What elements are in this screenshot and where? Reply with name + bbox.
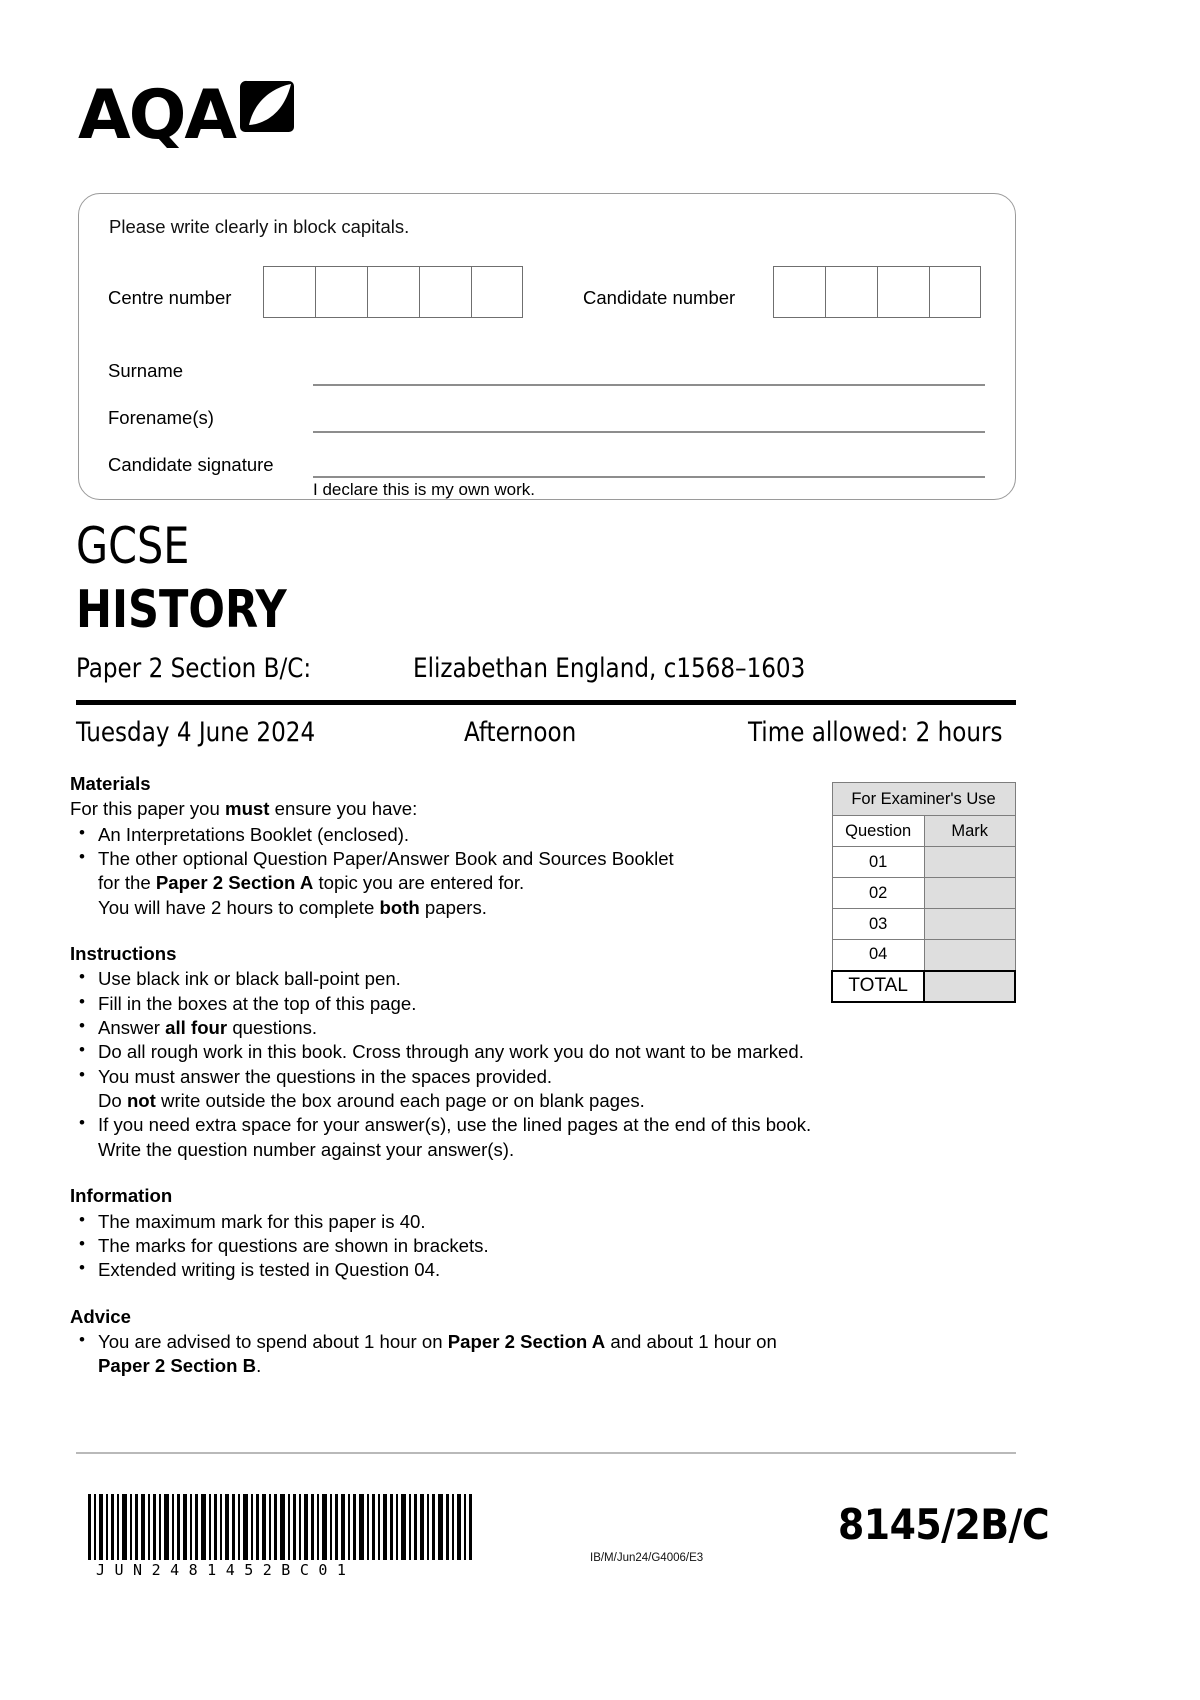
subject-title: HISTORY [76,580,287,640]
paper-topic: Elizabethan England, c1568–1603 [413,653,806,684]
surname-label: Surname [108,360,184,381]
instructions-list [70,967,830,1162]
forename-input[interactable] [313,431,985,433]
mark-entry[interactable] [924,847,1015,878]
mark-entry[interactable] [924,878,1015,909]
question-number: 01 [832,847,924,878]
total-label: TOTAL [832,971,924,1002]
candidate-signature-label: Candidate signature [108,454,274,475]
materials-intro-must: must [225,798,270,820]
table-row [832,940,1015,971]
information-heading: Information [70,1185,173,1207]
materials-bullet2-line2-pre: for the [98,872,156,894]
instr5-line2-post: write outside the box around each page or on blank pages. [155,1090,645,1112]
advice-post: . [256,1355,262,1377]
reference-code: IB/M/Jun24/G4006/E3 [590,1552,704,1564]
list-item: • The maximum mark for this paper is 40. [70,1210,830,1234]
table-row [832,847,1015,878]
table-row [832,909,1015,940]
list-item: • The marks for questions are shown in brackets. [70,1234,830,1258]
barcode-digits: JUN2481452BC01 [96,1561,356,1579]
total-mark-entry[interactable] [924,971,1015,1002]
mark-entry[interactable] [924,909,1015,940]
instr5-line2-pre: Do [98,1090,127,1112]
list-item: • Do all rough work in this book. Cross through any work you do not want to be marked. [70,1040,830,1064]
footer-divider [76,1452,1016,1454]
list-item [70,1330,830,1379]
aqa-leaf-logomark-icon [239,79,295,135]
centre-number-cell[interactable] [263,266,315,318]
list-item [70,1065,830,1114]
aqa-logo [78,76,295,155]
list-item [70,1016,830,1040]
advice-bold-a: Paper 2 Section A [447,1330,606,1352]
instr3-post: questions. [227,1017,318,1039]
examiner-table-header: For Examiner's Use [832,783,1015,816]
barcode-image [86,1492,486,1560]
aqa-logo-text: AQA [78,76,236,155]
exam-session: Afternoon [464,717,577,748]
centre-number-input[interactable] [263,266,523,318]
candidate-number-cell[interactable] [825,266,877,318]
candidate-number-input[interactable] [773,266,981,318]
declaration-text: I declare this is my own work. [313,480,536,499]
instr3-pre: Answer [98,1017,166,1039]
instr5-line1: You must answer the questions in the spaces provided. [98,1065,553,1087]
list-item [70,847,830,920]
candidate-number-cell[interactable] [773,266,825,318]
centre-number-label: Centre number [108,287,232,308]
centre-number-cell[interactable] [315,266,367,318]
instructions-heading: Instructions [70,943,177,965]
materials-bullet2-line2-post: topic you are entered for. [313,872,525,894]
materials-intro-c: ensure you have: [269,798,418,820]
list-item: • Extended writing is tested in Question 04. [70,1258,830,1282]
materials-intro [70,797,830,821]
advice-mid: and about 1 hour on [605,1330,777,1352]
paper-code: 8145/2B/C [838,1500,1050,1549]
exam-date: Tuesday 4 June 2024 [76,717,316,748]
advice-bold-b: Paper 2 Section B [98,1355,257,1377]
candidate-number-cell[interactable] [929,266,981,318]
list-item: • Use black ink or black ball-point pen. [70,967,830,991]
materials-bullet2-both: both [379,896,420,918]
materials-list [70,823,830,920]
mark-entry[interactable] [924,940,1015,971]
advice-list [70,1330,830,1379]
paper-section-label: Paper 2 Section B/C: [76,653,312,684]
candidate-signature-input[interactable] [313,476,985,478]
block-capitals-instruction: Please write clearly in block capitals. [109,216,410,237]
list-item: • Fill in the boxes at the top of this page. [70,992,830,1016]
instr6-line1: If you need extra space for your answer(s), use the lined pages at the end of this book. [98,1114,812,1136]
question-number: 04 [832,940,924,971]
materials-bullet2-line1: The other optional Question Paper/Answer Book and Sources Booklet [98,848,674,870]
candidate-number-label: Candidate number [583,287,736,308]
column-header-mark: Mark [924,816,1015,847]
table-row [832,816,1015,847]
question-number: 03 [832,909,924,940]
centre-number-cell[interactable] [367,266,419,318]
candidate-details-box [78,193,1016,500]
title-divider [76,700,1016,705]
materials-bullet2-line3-post: papers. [419,896,487,918]
table-row [832,878,1015,909]
table-row [832,783,1015,816]
instr3-bold: all four [165,1017,228,1039]
centre-number-cell[interactable] [419,266,471,318]
instr5-bold-not: not [126,1090,156,1112]
centre-number-cell[interactable] [471,266,523,318]
table-row [832,971,1015,1002]
materials-intro-a: For this paper you [70,798,226,820]
list-item [70,1113,830,1162]
forename-label: Forename(s) [108,407,214,428]
materials-heading: Materials [70,773,151,794]
materials-bullet2-bold: Paper 2 Section A [155,872,314,894]
front-page-content [70,772,830,1379]
column-header-question: Question [832,816,924,847]
surname-input[interactable] [313,384,985,386]
information-list [70,1210,830,1283]
materials-bullet2-line3-pre: You will have 2 hours to complete [98,896,380,918]
examiner-use-table [831,782,1016,1003]
advice-heading: Advice [70,1305,131,1327]
advice-pre: You are advised to spend about 1 hour on [98,1330,448,1352]
instr6-line2: Write the question number against your answer(s). [98,1138,515,1160]
list-item: • An Interpretations Booklet (enclosed). [70,823,830,847]
question-number: 02 [832,878,924,909]
qualification-title: GCSE [76,517,190,575]
time-allowed: Time allowed: 2 hours [748,717,1003,748]
candidate-number-cell[interactable] [877,266,929,318]
